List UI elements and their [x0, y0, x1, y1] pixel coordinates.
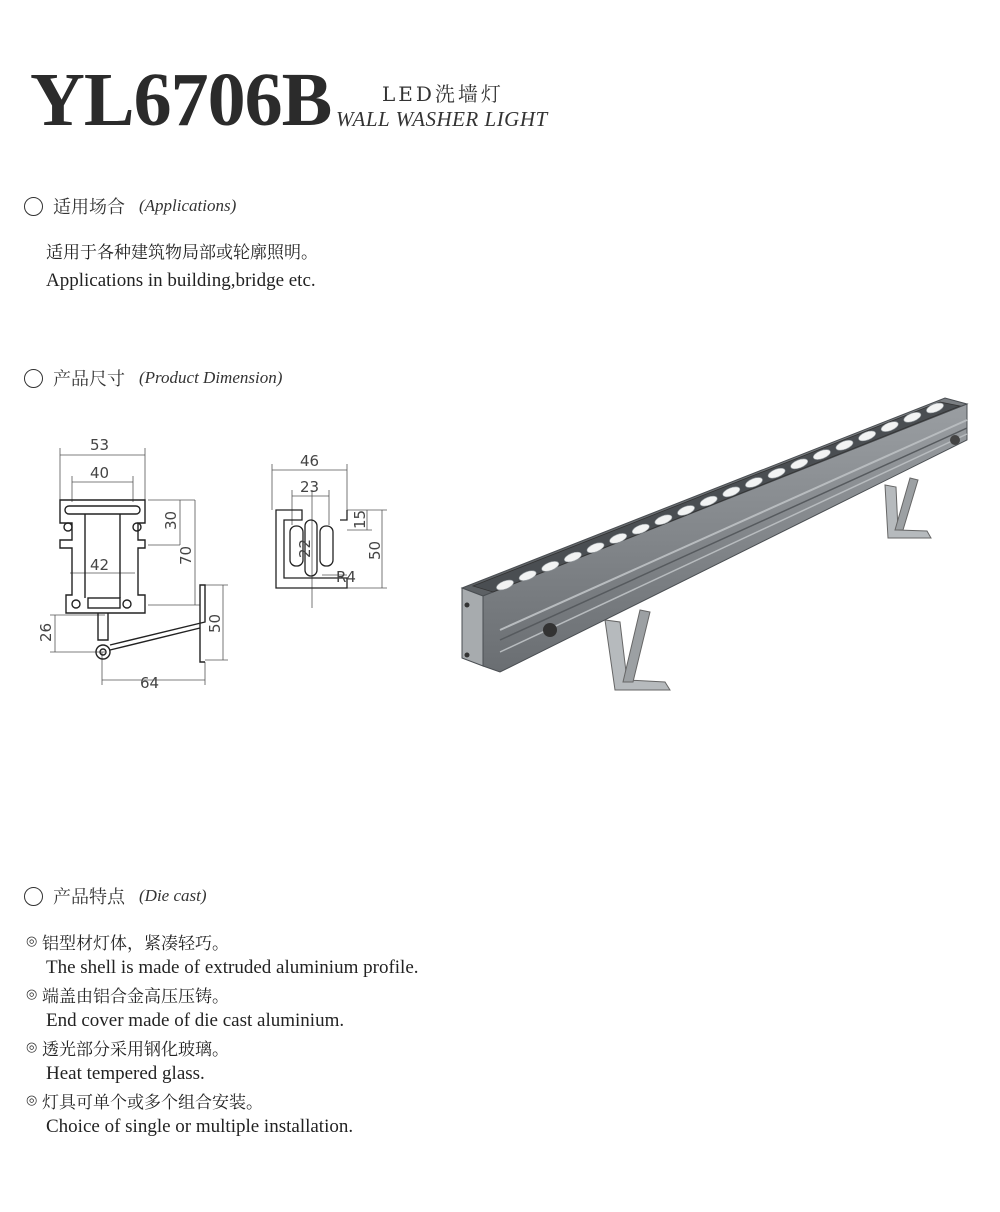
- dimension-heading-en: (Product Dimension): [139, 368, 283, 387]
- dim-label: R4: [336, 568, 356, 586]
- features-heading-cn: 产品特点: [53, 887, 125, 908]
- dim-label: 40: [90, 464, 110, 482]
- dim-label: 70: [177, 545, 195, 565]
- features-list: [26, 928, 419, 1140]
- feature-item: [26, 1034, 419, 1087]
- feature-en: End cover made of die cast aluminium.: [46, 1010, 345, 1031]
- model-number: YL6706B: [30, 58, 332, 142]
- double-circle-bullet-icon: ◎: [26, 933, 38, 949]
- feature-en: Heat tempered glass.: [46, 1063, 205, 1084]
- feature-item: [26, 928, 419, 981]
- dim-label: 46: [300, 452, 320, 470]
- applications-text: [46, 240, 318, 294]
- double-circle-bullet-icon: ◎: [26, 986, 38, 1002]
- dim-label: 50: [206, 613, 224, 633]
- wall-washer-product-image: [455, 390, 975, 700]
- feature-cn: 端盖由铝合金高压压铸。: [42, 986, 229, 1007]
- dim-label: 53: [90, 436, 110, 454]
- feature-en: The shell is made of extruded aluminium profile.: [46, 957, 419, 978]
- dimension-heading: [24, 365, 282, 391]
- applications-text-cn: 适用于各种建筑物局部或轮廓照明。: [46, 243, 318, 263]
- dim-label: 64: [140, 674, 160, 690]
- feature-cn: 透光部分采用钢化玻璃。: [42, 1039, 229, 1060]
- circle-icon: [24, 197, 43, 216]
- side-view-drawing: [262, 450, 392, 610]
- applications-heading-en: (Applications): [139, 196, 237, 215]
- dim-label: 23: [300, 478, 320, 496]
- dim-label: 26: [37, 622, 55, 642]
- cable-gland-icon: [543, 623, 557, 637]
- feature-item: [26, 981, 419, 1034]
- applications-heading-cn: 适用场合: [53, 197, 125, 218]
- product-title-en: WALL WASHER LIGHT: [336, 107, 548, 131]
- circle-icon: [24, 369, 43, 388]
- product-title-cn: LED洗墙灯: [382, 82, 504, 106]
- circle-icon: [24, 887, 43, 906]
- dimension-heading-cn: 产品尺寸: [53, 369, 125, 390]
- cable-gland-icon: [950, 435, 960, 445]
- feature-cn: 铝型材灯体，紧凑轻巧。: [42, 933, 229, 954]
- dim-label: 42: [90, 556, 110, 574]
- feature-en: Choice of single or multiple installation.: [46, 1116, 354, 1137]
- applications-text-en: Applications in building,bridge etc.: [46, 270, 316, 291]
- double-circle-bullet-icon: ◎: [26, 1092, 38, 1108]
- features-heading-en: (Die cast): [139, 886, 207, 905]
- features-heading: [24, 883, 207, 909]
- applications-heading: [24, 193, 236, 219]
- dim-label: 30: [162, 510, 180, 530]
- double-circle-bullet-icon: ◎: [26, 1039, 38, 1055]
- feature-item: [26, 1087, 419, 1140]
- dim-label: 50: [366, 540, 384, 560]
- front-view-drawing: [30, 430, 240, 690]
- feature-cn: 灯具可单个或多个组合安装。: [42, 1092, 263, 1113]
- dim-label: 22: [296, 538, 314, 558]
- dim-label: 15: [351, 509, 369, 529]
